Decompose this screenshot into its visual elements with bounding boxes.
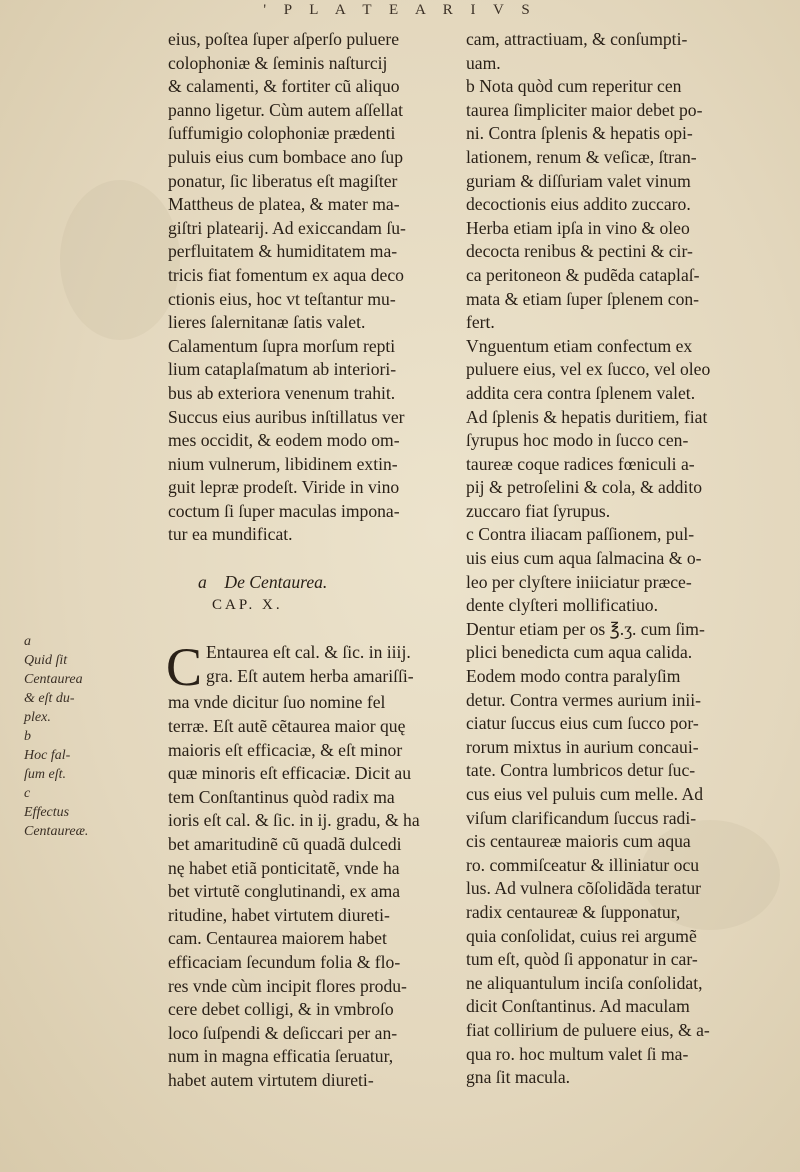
blank-line [168, 618, 458, 642]
text-line: eius, poſtea ſuper aſperſo puluere [168, 29, 400, 49]
text-line: decoctionis eius addito zuccaro. [466, 194, 691, 215]
text-line: taurea ſimpliciter maior debet po- [466, 99, 703, 120]
text-line: colophoniæ & ſeminis naſturcij [168, 52, 388, 73]
text-line: pij & petroſelini & cola, & addito [466, 477, 703, 498]
text-line: tum eſt, quòd ſi apponatur in car- [466, 949, 698, 970]
margin-note: Centaurea [24, 672, 83, 687]
text-line: habet autem virtutem diureti- [168, 1069, 374, 1090]
text-line: leo per clyſtere iniiciatur præce- [466, 571, 692, 592]
text-line: cere debet colligi, & in vmbroſo [168, 999, 394, 1020]
margin-note: Hoc fal- [24, 748, 71, 763]
text-line: ponatur, ſic liberatus eſt magiſter [168, 170, 398, 191]
text-line: loco ſuſpendi & deſiccari per an- [168, 1022, 398, 1043]
text-line: cis centaureæ maioris cum aqua [466, 831, 691, 852]
text-line: nę habet etiã ponticitatẽ, vnde ha [168, 857, 400, 878]
text-line: viſum clarificandum ſuccus radi- [466, 807, 697, 828]
text-line: gna ſit macula. [466, 1067, 571, 1088]
text-line: Entaurea eſt cal. & ſic. in iiij. [206, 642, 411, 663]
text-line: ma vnde dicitur ſuo nomine fel [168, 692, 386, 713]
text-line: dente clyſteri mollificatiuo. [466, 595, 659, 616]
text-line: uis eius cum aqua ſalmacina & o- [466, 548, 702, 569]
left-column [168, 28, 458, 1093]
text-line: guit lepræ prodeſt. Viride in vino [168, 477, 400, 498]
text-line: fert. [466, 312, 495, 333]
text-line: nium vulnerum, libidinem extin- [168, 453, 398, 474]
text-line: tate. Contra lumbricos detur ſuc- [466, 760, 696, 781]
text-line: ſuffumigio colophoniæ prædenti [168, 123, 396, 144]
text-line: ctionis eius, hoc vt teſtantur mu- [168, 288, 396, 309]
text-line: Herba etiam ipſa in vino & oleo [466, 217, 690, 238]
text-line: addita cera contra ſplenem valet. [466, 382, 696, 403]
text-line: terræ. Eſt autẽ cẽtaurea maior quę [168, 716, 406, 737]
text-line: ni. Contra ſplenis & hepatis opi- [466, 123, 693, 144]
text-line: lus. Ad vulnera cõſolidãda teratur [466, 878, 701, 899]
text-line: quæ minoris eſt efficaciæ. Dicit au [168, 763, 411, 784]
text-line: tur ea mundificat. [168, 524, 293, 545]
running-head: ' P L A T E A R I V S [263, 2, 537, 18]
chapter-label: CAP. X. [212, 597, 283, 614]
text-line: decocta renibus & pectini & cir- [466, 241, 693, 262]
margin-note: c [24, 786, 31, 801]
text-line: detur. Contra vermes aurium inii- [466, 689, 702, 710]
text-line: giſtri platearij. Ad exiccandam ſu- [168, 217, 406, 238]
text-line: ciatur ſuccus eius cum ſucco por- [466, 713, 699, 734]
text-line: Succus eius auribus inſtillatus ver [168, 406, 405, 427]
text-line: Mattheus de platea, & mater ma- [168, 194, 400, 215]
text-line: cus eius vel puluis cum melle. Ad [466, 784, 703, 804]
text-line: ca peritoneon & pudẽda cataplaſ- [466, 264, 700, 285]
text-line: perfluitatem & humiditatem ma- [168, 241, 398, 262]
text-line: panno ligetur. Cùm autem aſſellat [168, 99, 404, 120]
text-line: puluere eius, vel ex ſucco, vel oleo [466, 359, 711, 380]
margin-note: a [24, 634, 31, 649]
text-line: res vnde cùm incipit flores produ- [168, 975, 407, 996]
text-line: quia conſolidat, cuius rei argumẽ [466, 925, 697, 946]
section-title: De Centaurea. [224, 571, 328, 592]
text-line: lationem, renum & veſicæ, ſtran- [466, 146, 697, 167]
text-line: cam, attractiuam, & conſumpti- [466, 29, 688, 49]
margin-note: Centaureæ. [24, 824, 89, 839]
text-line: ritudine, habet virtutem diureti- [168, 904, 390, 925]
margin-note: & eſt du- [24, 691, 75, 706]
left-column-text [168, 28, 458, 547]
text-line: tem Conſtantinus quòd radix ma [168, 786, 395, 807]
text-line: Ad ſplenis & hepatis duritiem, fiat [466, 406, 708, 427]
text-line: Vnguentum etiam confectum ex [466, 335, 693, 356]
margin-note: ſum eſt. [24, 767, 66, 782]
text-line: coctum ſi ſuper maculas impona- [168, 500, 400, 521]
text-line: zuccaro fiat ſyrupus. [466, 500, 611, 521]
blank-line [168, 547, 458, 571]
text-line: maioris eſt efficaciæ, & eſt minor [168, 739, 403, 760]
text-line: num in magna efficatia ſeruatur, [168, 1046, 394, 1067]
text-line: radix centaureæ & ſupponatur, [466, 901, 681, 922]
text-line: bet virtutẽ conglutinandi, ex ama [168, 881, 401, 902]
text-line: ioris eſt cal. & ſic. in ij. gradu, & ha [168, 810, 420, 831]
text-line: & calamenti, & fortiter cũ aliquo [168, 76, 400, 97]
section-heading [168, 571, 458, 595]
text-line: taureæ coque radices fœniculi a- [466, 453, 695, 474]
right-column [466, 28, 766, 1090]
text-line: mes occidit, & eodem modo om- [168, 430, 400, 451]
margin-note: Effectus [24, 805, 70, 820]
margin-note: plex. [24, 710, 51, 725]
chapter-text [168, 691, 458, 1092]
text-line: bus ab exteriora venenum trahit. [168, 382, 396, 403]
text-line: ſyrupus hoc modo in ſucco cen- [466, 430, 689, 451]
text-line: c Contra iliacam paſſionem, pul- [466, 524, 695, 545]
text-line: mata & etiam ſuper ſplenem con- [466, 288, 700, 309]
text-line: b Nota quòd cum reperitur cen [466, 76, 682, 97]
text-line: cam. Centaurea maiorem habet [168, 928, 387, 949]
text-line: fiat collirium de puluere eius, & a- [466, 1019, 710, 1040]
text-line: rorum mixtus in aurium concaui- [466, 736, 699, 757]
text-line: ro. commiſceatur & illiniatur ocu [466, 854, 700, 875]
text-line: efficaciam ſecundum folia & flo- [168, 951, 401, 972]
section-marker: a [198, 571, 207, 592]
text-line: Calamentum ſupra morſum repti [168, 335, 396, 356]
margin-note: b [24, 729, 31, 744]
text-line: tricis fiat fomentum ex aqua deco [168, 264, 404, 285]
text-line: lium cataplaſmatum ab interiori- [168, 359, 397, 380]
chapter-opening-lines [168, 641, 458, 688]
text-line: Dentur etiam per os ℥.ʒ. cum ſim- [466, 618, 705, 639]
text-line: dicit Conſtantinus. Ad maculam [466, 996, 690, 1017]
margin-notes [24, 632, 114, 841]
paper-stain [60, 180, 180, 340]
drop-cap: C [166, 637, 203, 698]
text-line: puluis eius cum bombace ano ſup [168, 146, 404, 167]
text-line: guriam & diſſuriam valet vinum [466, 170, 691, 191]
text-line: gra. Eſt autem herba amariſſi- [206, 666, 414, 687]
text-line: plici benedicta cum aqua calida. [466, 642, 693, 663]
text-line: qua ro. hoc multum valet ſi ma- [466, 1043, 689, 1064]
text-line: ne aliquantulum inciſa conſolidat, [466, 972, 703, 993]
margin-note: Quid ſit [24, 653, 68, 668]
text-line: Eodem modo contra paralyſim [466, 666, 681, 687]
text-line: lieres ſalernitanæ ſatis valet. [168, 312, 366, 333]
text-line: uam. [466, 52, 501, 73]
text-line: bet amaritudinẽ cũ quadã dulcedi [168, 834, 402, 854]
chapter-body [166, 637, 458, 1092]
